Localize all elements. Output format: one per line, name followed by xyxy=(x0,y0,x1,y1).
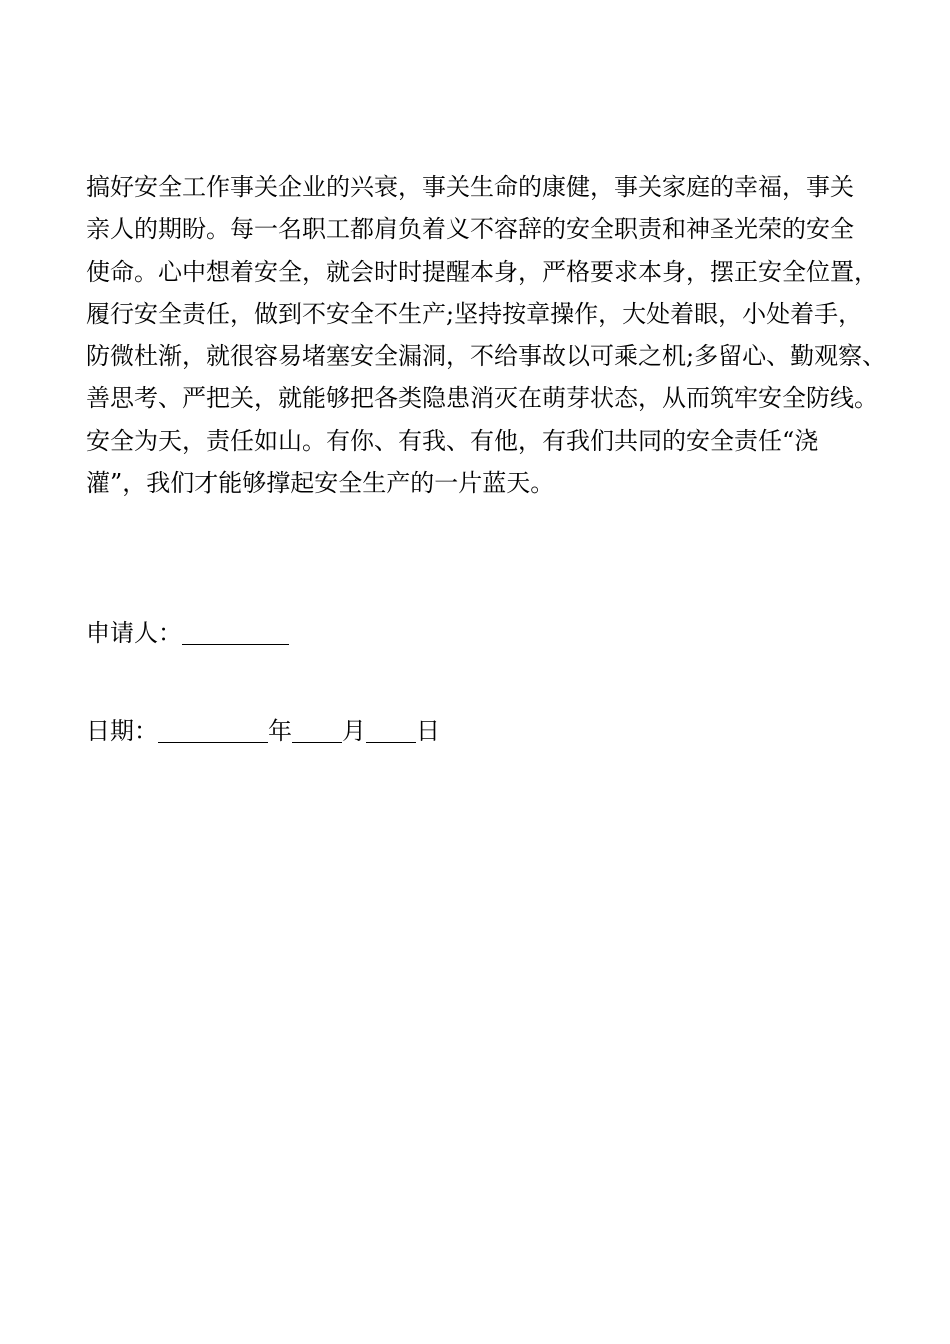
paragraph-line-1: 搞好安全工作事关企业的兴衰，事关生命的康健，事关家庭的幸福，事关 xyxy=(86,173,854,201)
applicant-row xyxy=(86,617,289,649)
day-label: 日 xyxy=(416,717,440,745)
date-label: 日期： xyxy=(86,717,158,745)
applicant-blank[interactable] xyxy=(182,618,289,645)
paragraph-line-7: 安全为天，责任如山。有你、有我、有他，有我们共同的安全责任“浇 xyxy=(86,426,819,455)
paragraph-line-4: 履行安全责任，做到不安全不生产;坚持按章操作，大处着眼，小处着手， xyxy=(86,299,863,328)
paragraph-line-8: 灌”，我们才能够撑起安全生产的一片蓝天。 xyxy=(86,469,555,498)
paragraph-line-5: 防微杜渐，就很容易堵塞安全漏洞，不给事故以可乘之机;多留心、勤观察、 xyxy=(86,342,887,371)
year-blank[interactable] xyxy=(158,716,268,743)
paragraph-line-3: 使命。心中想着安全，就会时时提醒本身，严格要求本身，摆正安全位置， xyxy=(86,257,878,286)
body-paragraph xyxy=(86,166,887,504)
year-label: 年 xyxy=(268,717,292,745)
month-label: 月 xyxy=(342,717,366,745)
day-blank[interactable] xyxy=(366,716,416,743)
paragraph-line-6: 善思考、严把关，就能够把各类隐患消灭在萌芽状态，从而筑牢安全防线。 xyxy=(86,384,878,413)
paragraph-line-2: 亲人的期盼。每一名职工都肩负着义不容辞的安全职责和神圣光荣的安全 xyxy=(86,215,854,244)
month-blank[interactable] xyxy=(292,716,342,743)
date-row xyxy=(86,715,440,747)
applicant-label: 申请人： xyxy=(86,619,182,647)
